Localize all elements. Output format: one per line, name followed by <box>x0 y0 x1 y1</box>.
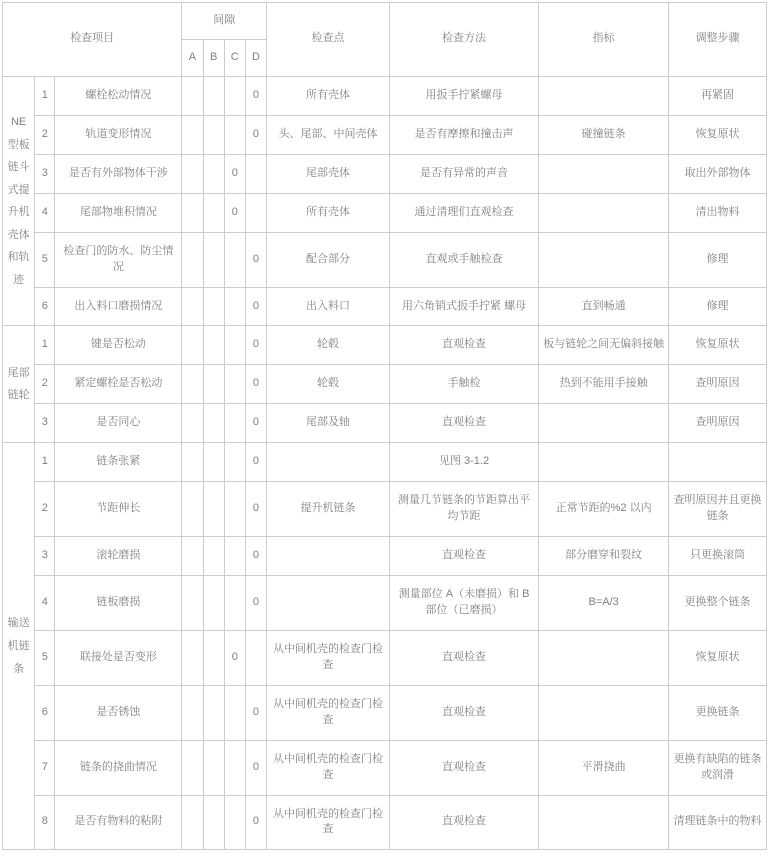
check-point-cell: 从中间机壳的检查门检查 <box>267 795 390 850</box>
adjust-steps-cell: 更换有缺陷的链条或润滑 <box>669 740 767 795</box>
header-check-point: 检查点 <box>267 3 390 77</box>
gap-a-cell <box>182 115 203 154</box>
gap-a-cell <box>182 154 203 193</box>
check-point-cell: 配合部分 <box>267 232 390 287</box>
item-cell: 螺栓松动情况 <box>55 76 182 115</box>
check-method-cell: 是否有摩擦和撞击声 <box>389 115 538 154</box>
header-check-method: 检查方法 <box>389 3 538 77</box>
gap-c-cell <box>224 740 245 795</box>
row-number-cell: 3 <box>35 404 55 443</box>
gap-d-cell: 0 <box>245 76 266 115</box>
indicator-cell: 部分磨穿和裂纹 <box>539 537 669 576</box>
gap-a-cell <box>182 365 203 404</box>
table-row <box>3 537 767 576</box>
header-indicator: 指标 <box>539 3 669 77</box>
row-number-cell: 2 <box>35 115 55 154</box>
table-row <box>3 115 767 154</box>
gap-a-cell <box>182 795 203 850</box>
indicator-cell <box>539 630 669 685</box>
gap-c-cell: 0 <box>224 630 245 685</box>
header-check-item: 检查项目 <box>3 3 182 77</box>
check-method-cell: 是否有异常的声音 <box>389 154 538 193</box>
check-method-cell: 直观检查 <box>389 740 538 795</box>
adjust-steps-cell: 修理 <box>669 287 767 326</box>
gap-b-cell <box>203 443 224 482</box>
gap-b-cell <box>203 326 224 365</box>
category-cell: NE型板链斗式提升机壳体和轨迹 <box>3 76 35 326</box>
adjust-steps-cell: 查明原因并且更换链条 <box>669 482 767 537</box>
indicator-cell: 直到畅通 <box>539 287 669 326</box>
indicator-cell <box>539 443 669 482</box>
item-cell: 出入料口磨损情况 <box>55 287 182 326</box>
gap-c-cell <box>224 576 245 631</box>
gap-b-cell <box>203 630 224 685</box>
check-point-cell: 轮毂 <box>267 365 390 404</box>
check-method-cell: 测量部位 A（未磨损）和 B 部位（已磨损） <box>389 576 538 631</box>
gap-d-cell: 0 <box>245 326 266 365</box>
indicator-cell <box>539 193 669 232</box>
row-number-cell: 4 <box>35 576 55 631</box>
check-point-cell: 从中间机壳的检查门检查 <box>267 630 390 685</box>
table-row <box>3 326 767 365</box>
gap-d-cell: 0 <box>245 232 266 287</box>
item-cell: 尾部物堆积情况 <box>55 193 182 232</box>
indicator-cell: B=A/3 <box>539 576 669 631</box>
gap-c-cell: 0 <box>224 154 245 193</box>
gap-b-cell <box>203 740 224 795</box>
gap-d-cell: 0 <box>245 740 266 795</box>
row-number-cell: 4 <box>35 193 55 232</box>
indicator-cell <box>539 154 669 193</box>
row-number-cell: 2 <box>35 482 55 537</box>
header-gap-d: D <box>245 39 266 76</box>
gap-b-cell <box>203 404 224 443</box>
gap-a-cell <box>182 740 203 795</box>
item-cell: 紧定螺栓是否松动 <box>55 365 182 404</box>
adjust-steps-cell: 更换整个链条 <box>669 576 767 631</box>
adjust-steps-cell: 恢复原状 <box>669 115 767 154</box>
gap-b-cell <box>203 287 224 326</box>
item-cell: 链条的挠曲情况 <box>55 740 182 795</box>
row-number-cell: 5 <box>35 630 55 685</box>
check-point-cell: 提升机链条 <box>267 482 390 537</box>
gap-b-cell <box>203 193 224 232</box>
table-row <box>3 576 767 631</box>
check-method-cell: 用扳手拧紧螺母 <box>389 76 538 115</box>
gap-b-cell <box>203 482 224 537</box>
indicator-cell <box>539 685 669 740</box>
header-gap: 间隙 <box>182 3 267 40</box>
row-number-cell: 5 <box>35 232 55 287</box>
gap-a-cell <box>182 404 203 443</box>
header-gap-c: C <box>224 39 245 76</box>
gap-b-cell <box>203 685 224 740</box>
check-method-cell: 直观检查 <box>389 685 538 740</box>
adjust-steps-cell: 取出外部物体 <box>669 154 767 193</box>
check-method-cell: 用六角销式扳手拧紧 螺母 <box>389 287 538 326</box>
gap-c-cell <box>224 795 245 850</box>
indicator-cell: 热到不能用手接触 <box>539 365 669 404</box>
table-row <box>3 154 767 193</box>
indicator-cell <box>539 76 669 115</box>
table-row <box>3 365 767 404</box>
gap-d-cell: 0 <box>245 685 266 740</box>
gap-a-cell <box>182 326 203 365</box>
gap-c-cell <box>224 326 245 365</box>
item-cell: 是否有外部物体干涉 <box>55 154 182 193</box>
gap-c-cell <box>224 537 245 576</box>
gap-a-cell <box>182 193 203 232</box>
table-row <box>3 740 767 795</box>
category-cell: 输送机链条 <box>3 443 35 850</box>
gap-b-cell <box>203 76 224 115</box>
row-number-cell: 1 <box>35 326 55 365</box>
indicator-cell: 碰撞链条 <box>539 115 669 154</box>
check-point-cell: 轮毂 <box>267 326 390 365</box>
gap-a-cell <box>182 76 203 115</box>
adjust-steps-cell: 清理链条中的物料 <box>669 795 767 850</box>
adjust-steps-cell: 查明原因 <box>669 365 767 404</box>
inspection-table <box>2 2 767 850</box>
gap-d-cell: 0 <box>245 365 266 404</box>
row-number-cell: 3 <box>35 537 55 576</box>
indicator-cell <box>539 232 669 287</box>
gap-a-cell <box>182 685 203 740</box>
item-cell: 是否锈蚀 <box>55 685 182 740</box>
row-number-cell: 7 <box>35 740 55 795</box>
check-method-cell: 直观检查 <box>389 537 538 576</box>
check-method-cell: 见图 3-1.2 <box>389 443 538 482</box>
row-number-cell: 6 <box>35 685 55 740</box>
gap-d-cell <box>245 193 266 232</box>
item-cell: 滚轮磨损 <box>55 537 182 576</box>
gap-c-cell <box>224 115 245 154</box>
gap-c-cell <box>224 404 245 443</box>
item-cell: 键是否松动 <box>55 326 182 365</box>
gap-d-cell: 0 <box>245 537 266 576</box>
adjust-steps-cell: 更换链条 <box>669 685 767 740</box>
check-method-cell: 手触检 <box>389 365 538 404</box>
table-row <box>3 287 767 326</box>
gap-b-cell <box>203 365 224 404</box>
gap-d-cell: 0 <box>245 482 266 537</box>
gap-b-cell <box>203 576 224 631</box>
check-method-cell: 直观检查 <box>389 404 538 443</box>
table-row <box>3 193 767 232</box>
gap-d-cell: 0 <box>245 795 266 850</box>
indicator-cell <box>539 404 669 443</box>
table-row <box>3 76 767 115</box>
gap-c-cell <box>224 287 245 326</box>
gap-c-cell <box>224 76 245 115</box>
check-method-cell: 通过清理们直观检查 <box>389 193 538 232</box>
adjust-steps-cell: 查明原因 <box>669 404 767 443</box>
check-point-cell: 所有壳体 <box>267 76 390 115</box>
row-number-cell: 1 <box>35 76 55 115</box>
check-method-cell: 测量几节链条的节距算出平均节距 <box>389 482 538 537</box>
gap-b-cell <box>203 154 224 193</box>
gap-a-cell <box>182 576 203 631</box>
table-header <box>3 3 767 77</box>
row-number-cell: 6 <box>35 287 55 326</box>
adjust-steps-cell: 恢复原状 <box>669 326 767 365</box>
gap-d-cell: 0 <box>245 443 266 482</box>
check-method-cell: 直观或手触检查 <box>389 232 538 287</box>
check-point-cell <box>267 443 390 482</box>
gap-c-cell <box>224 685 245 740</box>
gap-a-cell <box>182 537 203 576</box>
indicator-cell: 正常节距的%2 以内 <box>539 482 669 537</box>
item-cell: 链板磨损 <box>55 576 182 631</box>
gap-a-cell <box>182 482 203 537</box>
item-cell: 联接处是否变形 <box>55 630 182 685</box>
item-cell: 节距伸长 <box>55 482 182 537</box>
gap-a-cell <box>182 287 203 326</box>
table-row <box>3 232 767 287</box>
gap-c-cell: 0 <box>224 193 245 232</box>
adjust-steps-cell: 修理 <box>669 232 767 287</box>
gap-c-cell <box>224 365 245 404</box>
adjust-steps-cell <box>669 443 767 482</box>
row-number-cell: 1 <box>35 443 55 482</box>
table-row <box>3 795 767 850</box>
check-point-cell: 头、尾部、中间壳体 <box>267 115 390 154</box>
gap-c-cell <box>224 443 245 482</box>
item-cell: 轨道变形情况 <box>55 115 182 154</box>
gap-c-cell <box>224 482 245 537</box>
adjust-steps-cell: 清出物料 <box>669 193 767 232</box>
row-number-cell: 8 <box>35 795 55 850</box>
row-number-cell: 2 <box>35 365 55 404</box>
header-adjust-steps: 调整步骤 <box>669 3 767 77</box>
item-cell: 检查门的防水、防尘情况 <box>55 232 182 287</box>
gap-d-cell <box>245 630 266 685</box>
check-point-cell: 从中间机壳的检查门检查 <box>267 740 390 795</box>
adjust-steps-cell: 只更换滚筒 <box>669 537 767 576</box>
indicator-cell: 平滑挠曲 <box>539 740 669 795</box>
gap-d-cell: 0 <box>245 115 266 154</box>
table-body <box>3 76 767 850</box>
table-row <box>3 443 767 482</box>
check-point-cell: 从中间机壳的检查门检查 <box>267 685 390 740</box>
item-cell: 是否有物料的粘附 <box>55 795 182 850</box>
table-row <box>3 482 767 537</box>
check-point-cell: 尾部及轴 <box>267 404 390 443</box>
adjust-steps-cell: 再紧固 <box>669 76 767 115</box>
gap-d-cell: 0 <box>245 404 266 443</box>
gap-c-cell <box>224 232 245 287</box>
header-row-1 <box>3 3 767 40</box>
gap-a-cell <box>182 630 203 685</box>
gap-b-cell <box>203 795 224 850</box>
check-method-cell: 直观检查 <box>389 795 538 850</box>
indicator-cell: 板与链轮之间无偏斜接触 <box>539 326 669 365</box>
gap-d-cell: 0 <box>245 287 266 326</box>
gap-d-cell: 0 <box>245 576 266 631</box>
check-point-cell: 尾部壳体 <box>267 154 390 193</box>
gap-a-cell <box>182 232 203 287</box>
check-point-cell <box>267 537 390 576</box>
table-row <box>3 685 767 740</box>
indicator-cell <box>539 795 669 850</box>
gap-a-cell <box>182 443 203 482</box>
gap-b-cell <box>203 537 224 576</box>
item-cell: 是否同心 <box>55 404 182 443</box>
header-gap-b: B <box>203 39 224 76</box>
check-point-cell: 所有壳体 <box>267 193 390 232</box>
check-method-cell: 直观检查 <box>389 326 538 365</box>
check-method-cell: 直观检查 <box>389 630 538 685</box>
item-cell: 链条张紧 <box>55 443 182 482</box>
table-row <box>3 404 767 443</box>
gap-b-cell <box>203 232 224 287</box>
gap-d-cell <box>245 154 266 193</box>
gap-b-cell <box>203 115 224 154</box>
check-point-cell <box>267 576 390 631</box>
table-row <box>3 630 767 685</box>
adjust-steps-cell: 恢复原状 <box>669 630 767 685</box>
row-number-cell: 3 <box>35 154 55 193</box>
check-point-cell: 出入料口 <box>267 287 390 326</box>
header-gap-a: A <box>182 39 203 76</box>
category-cell: 尾部链轮 <box>3 326 35 443</box>
